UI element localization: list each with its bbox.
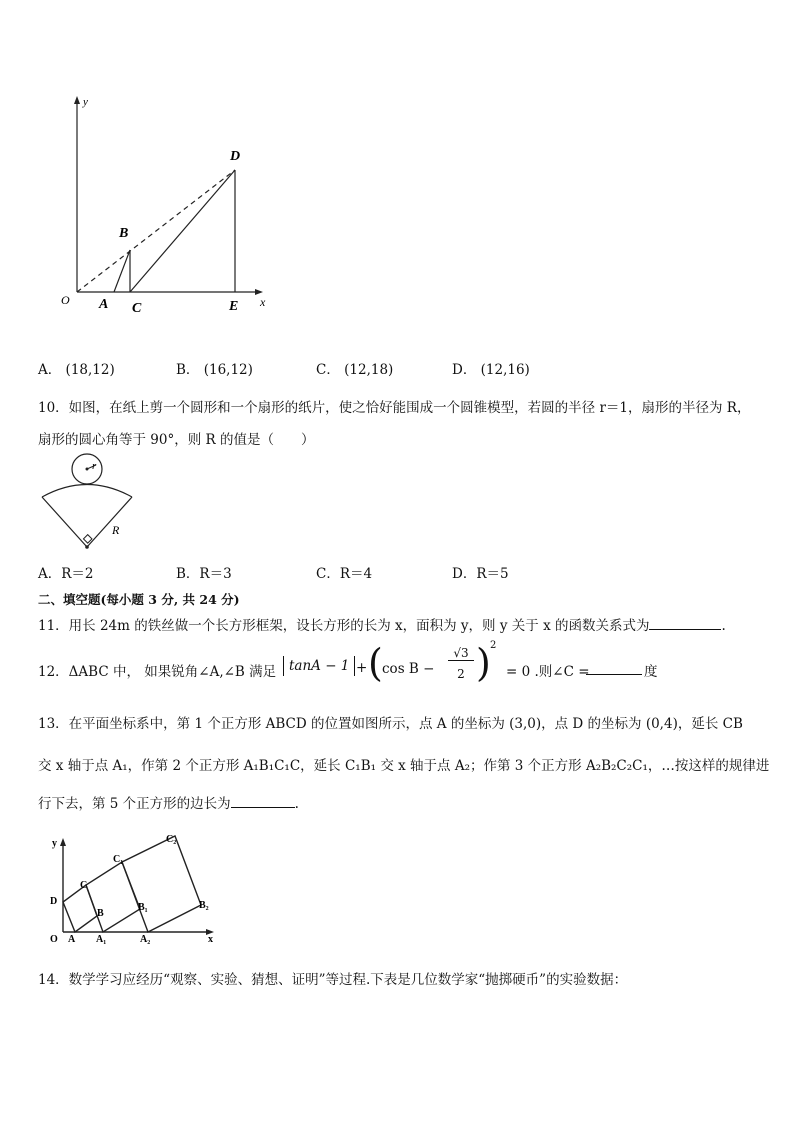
sector-center xyxy=(85,545,89,549)
q12-cos-part: cos B − xyxy=(382,661,435,677)
segment-cd xyxy=(130,170,235,292)
fig3-b2-label: B₂ xyxy=(199,900,209,911)
q12-plus: + xyxy=(356,660,368,676)
q10-text-line1: 10．如图，在纸上剪一个圆形和一个扇形的纸片，使之恰好能围成一个圆锥模型，若圆的半径 r＝1，扇形的半径为 R， xyxy=(38,400,751,416)
square-a1b1c1c xyxy=(86,862,140,932)
r-label: r xyxy=(92,460,97,472)
q12-answer-blank[interactable] xyxy=(586,662,642,675)
q12-left-paren: ( xyxy=(368,641,383,685)
figure-cone-net xyxy=(38,452,148,554)
fig3-b-label: B xyxy=(97,908,104,919)
point-c-label: C xyxy=(132,301,142,316)
q12-line xyxy=(38,640,658,692)
q14-text: 14．数学学习应经历“观察、实验、猜想、证明”等过程.下表是几位数学家“抛掷硬币”的实验数据： xyxy=(38,972,628,988)
square-abcd xyxy=(63,885,97,932)
point-a-label: A xyxy=(99,297,109,312)
fig3-y-label: y xyxy=(52,838,57,849)
q12-prefix: 12．ΔABC 中， 如果锐角∠A,∠B 满足 xyxy=(38,664,277,680)
sector-radius-left xyxy=(42,497,87,547)
fig3-o-label: O xyxy=(50,934,58,945)
point-b-label: B xyxy=(119,226,129,241)
square-a2b2c2c1 xyxy=(122,836,201,932)
point-e-label: E xyxy=(229,299,239,314)
fig3-d-label: D xyxy=(50,896,58,907)
q9-option-d[interactable]: D． (12,16) xyxy=(452,362,530,378)
sector-radius-right xyxy=(87,497,132,547)
q10-text-line2: 扇形的圆心角等于 90°，则 R 的值是（ ） xyxy=(38,432,315,448)
q10-option-a[interactable]: A．R＝2 xyxy=(38,566,94,582)
fig3-c-label: C xyxy=(80,880,88,891)
q10-option-c[interactable]: C．R＝4 xyxy=(316,566,373,582)
fig3-a-label: A xyxy=(68,934,76,945)
q11-line xyxy=(38,614,726,634)
R-label: R xyxy=(112,523,120,537)
q12-suffix: = 0 .则∠C = xyxy=(506,664,590,680)
q11-text: 11．用长 24m 的铁丝做一个长方形框架，设长方形的长为 x，面积为 y，则 y 关于 x 的函数关系式为 xyxy=(38,618,650,634)
fig3-a2-label: A₂ xyxy=(140,934,151,945)
q9-option-a[interactable]: A． (18,12) xyxy=(38,362,115,378)
fig3-b1-label: B₁ xyxy=(138,902,148,913)
q9-option-c[interactable]: C． (12,18) xyxy=(316,362,394,378)
fig3-y-arrow-icon xyxy=(60,838,66,846)
q11-answer-blank[interactable] xyxy=(649,617,721,630)
fig3-x-label: x xyxy=(208,934,213,945)
x-axis-label: x xyxy=(260,295,266,309)
q12-right-paren: ) xyxy=(476,641,491,685)
q12-fraction-denominator: 2 xyxy=(457,667,465,681)
q9-option-b[interactable]: B． (16,12) xyxy=(176,362,253,378)
circle-center xyxy=(86,468,89,471)
q13-text-line3: 行下去，第 5 个正方形的边长为 xyxy=(38,796,231,812)
q12-abs-expression: tanA − 1 xyxy=(283,656,355,676)
q11-end: . xyxy=(721,618,726,634)
fig3-c1-label: C₁ xyxy=(113,854,124,865)
q12-power: 2 xyxy=(490,640,497,651)
section2-title: 二、填空题(每小题 3 分, 共 24 分) xyxy=(38,592,240,607)
q13-answer-blank[interactable] xyxy=(231,795,295,808)
q12-fraction-numerator: √3 xyxy=(448,646,474,661)
q13-end: . xyxy=(294,796,299,812)
sector-arc xyxy=(42,485,132,498)
dashed-line-od xyxy=(77,170,235,292)
q13-line3 xyxy=(38,792,299,812)
y-axis-arrow-icon xyxy=(74,96,80,104)
q12-unit: 度 xyxy=(644,664,658,680)
figure-coordinate-diagram xyxy=(55,92,285,322)
figure-squares xyxy=(44,830,224,950)
origin-label: O xyxy=(61,293,70,307)
y-axis-label: y xyxy=(83,96,88,108)
q13-text-line1: 13．在平面坐标系中，第 1 个正方形 ABCD 的位置如图所示，点 A 的坐标为 (3,0)，点 D 的坐标为 (0,4)，延长 CB xyxy=(38,716,743,732)
right-angle-mark xyxy=(83,535,91,543)
fig3-a1-label: A₁ xyxy=(96,934,107,945)
q13-text-line2: 交 x 轴于点 A₁，作第 2 个正方形 A₁B₁C₁C，延长 C₁B₁ 交 x 轴于点 A₂；作第 3 个正方形 A₂B₂C₂C₁，…按这样的规律进 xyxy=(38,758,770,774)
point-d-label: D xyxy=(230,149,241,164)
q10-option-d[interactable]: D．R＝5 xyxy=(452,566,509,582)
segment-ab xyxy=(114,250,130,292)
fig3-c2-label: C₂ xyxy=(166,834,177,845)
q10-option-b[interactable]: B．R＝3 xyxy=(176,566,232,582)
